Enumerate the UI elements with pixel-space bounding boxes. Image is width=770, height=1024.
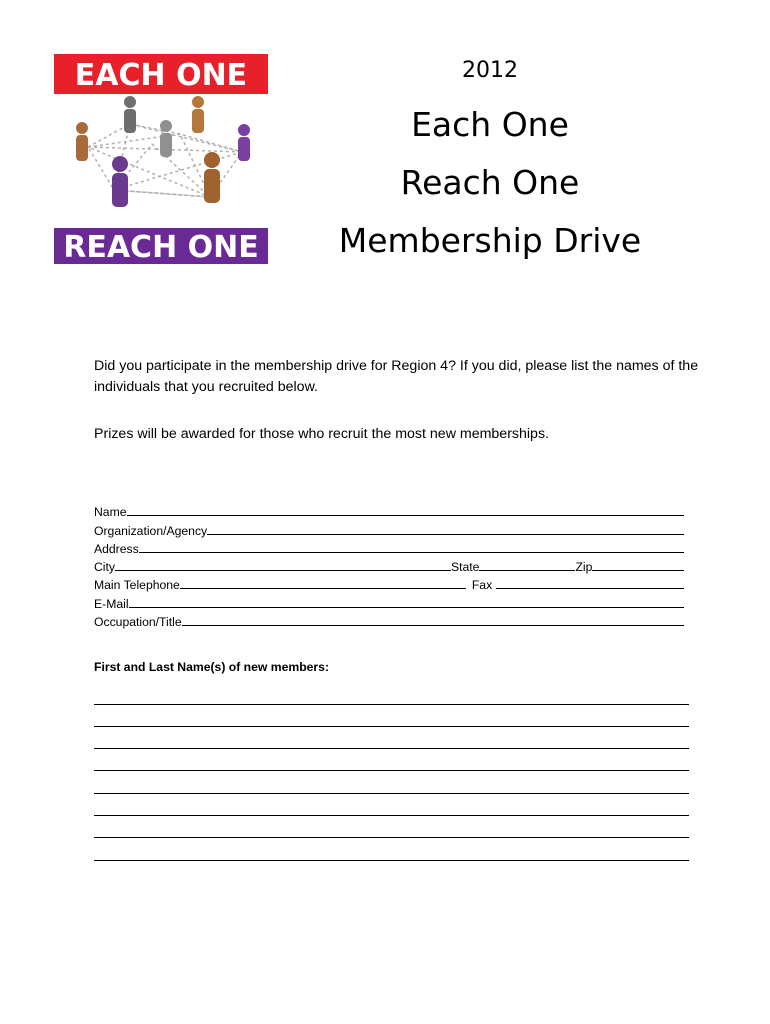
- fax-label: Fax: [471, 578, 493, 593]
- person-figure-brown: [76, 122, 88, 161]
- new-members-label: First and Last Name(s) of new members:: [94, 660, 330, 674]
- person-figure-gray-light: [160, 120, 172, 157]
- city-field[interactable]: [115, 560, 451, 571]
- logo-people: [76, 96, 250, 207]
- zip-label: Zip: [575, 560, 593, 575]
- page-title: [300, 96, 680, 270]
- email-label: E-Mail: [94, 596, 129, 611]
- city-state-zip-row: [94, 556, 684, 574]
- person-figure-tan: [192, 96, 204, 133]
- zip-field[interactable]: [592, 560, 684, 571]
- title-line: Each One: [411, 105, 569, 144]
- address-field[interactable]: [139, 542, 684, 553]
- person-figure-purple-large: [112, 156, 128, 207]
- new-member-line[interactable]: [94, 770, 689, 771]
- occupation-field[interactable]: [182, 615, 684, 626]
- person-figure-brown-large: [204, 152, 220, 203]
- email-row: [94, 592, 684, 610]
- organization-label: Organization/Agency: [94, 523, 208, 538]
- logo-top-text: EACH ONE: [74, 58, 248, 93]
- address-label: Address: [94, 541, 139, 556]
- logo-graphic: [52, 52, 270, 264]
- organization-field[interactable]: [207, 524, 684, 535]
- occupation-row: [94, 611, 684, 629]
- person-figure-gray: [124, 96, 136, 133]
- intro-paragraph: Did you participate in the membership drive for Region 4? If you did, please list the names of the individuals that you recruited below.: [94, 358, 699, 395]
- telephone-fax-row: [94, 574, 684, 592]
- logo-bottom-text: REACH ONE: [63, 230, 259, 264]
- new-member-line[interactable]: [94, 815, 689, 816]
- occupation-label: Occupation/Title: [94, 615, 182, 630]
- new-member-line[interactable]: [94, 726, 689, 727]
- state-label: State: [451, 560, 480, 575]
- new-member-line[interactable]: [94, 704, 689, 705]
- name-field[interactable]: [127, 505, 684, 516]
- year-heading: 2012: [462, 58, 518, 83]
- each-one-reach-one-logo: [52, 52, 270, 264]
- prizes-paragraph: Prizes will be awarded for those who recruit the most new memberships.: [94, 426, 549, 442]
- person-figure-purple: [238, 124, 250, 161]
- city-label: City: [94, 560, 115, 575]
- name-label: Name: [94, 505, 127, 520]
- organization-row: [94, 519, 684, 537]
- new-member-line[interactable]: [94, 860, 689, 861]
- new-member-line[interactable]: [94, 748, 689, 749]
- telephone-field[interactable]: [180, 578, 466, 589]
- name-row: [94, 501, 684, 519]
- title-line: Membership Drive: [338, 221, 642, 260]
- state-field[interactable]: [479, 560, 575, 571]
- fax-field[interactable]: [496, 578, 684, 589]
- email-field[interactable]: [129, 597, 684, 608]
- telephone-label: Main Telephone: [94, 578, 180, 593]
- title-line: Reach One: [400, 163, 580, 202]
- address-row: [94, 538, 684, 556]
- new-member-line[interactable]: [94, 793, 689, 794]
- contact-form: [94, 501, 684, 629]
- new-member-line[interactable]: [94, 837, 689, 838]
